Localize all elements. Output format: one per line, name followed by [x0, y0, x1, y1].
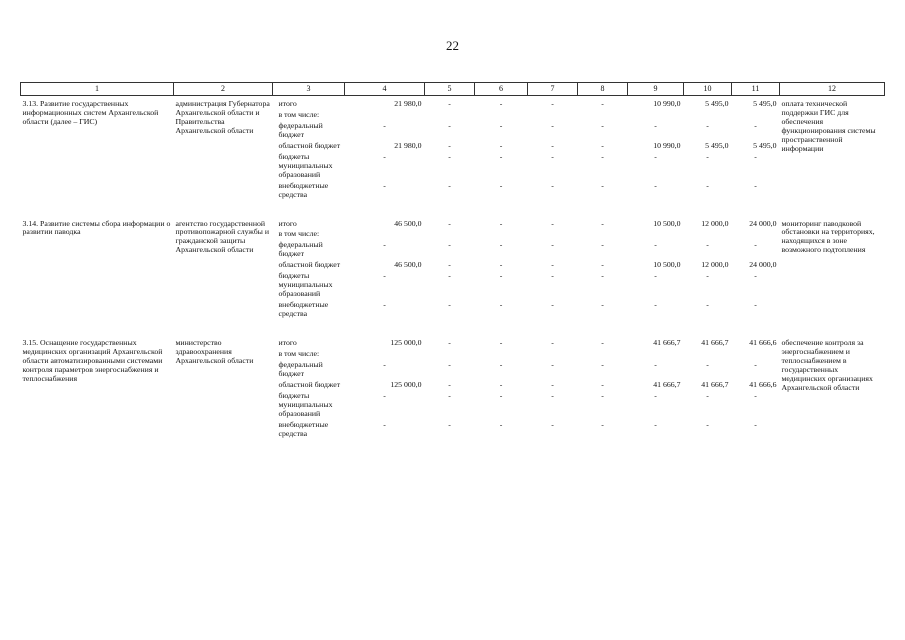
- amount-cell: -: [654, 390, 657, 400]
- amount-cell: -: [383, 300, 386, 310]
- amount-cell: -: [551, 120, 554, 130]
- amount-cell: -: [601, 271, 604, 281]
- funding-source: внебюджетные средства: [278, 419, 329, 438]
- amount-cell: -: [448, 390, 451, 400]
- amount-cell: [475, 109, 528, 120]
- amount-cell: -: [706, 120, 709, 130]
- amount-cell: -: [499, 359, 503, 369]
- amount-cell: -: [551, 260, 554, 270]
- amount-cell: -: [551, 271, 554, 281]
- amount-cell: -: [383, 180, 386, 190]
- amount-cell: [628, 109, 684, 120]
- amount-cell: 41 666,7: [701, 338, 729, 348]
- amount-cell: -: [706, 151, 709, 161]
- amount-cell: -: [706, 419, 709, 429]
- amount-cell: -: [706, 240, 709, 250]
- amount-cell: [425, 348, 475, 359]
- amount-cell: -: [551, 99, 554, 108]
- amount-cell: [732, 109, 780, 120]
- page-number: 22: [446, 38, 459, 53]
- amount-cell: -: [754, 120, 757, 130]
- column-number: 11: [732, 83, 780, 96]
- amount-cell: -: [601, 240, 604, 250]
- amount-cell: -: [499, 379, 503, 389]
- expected-result: обеспечение контроля за энергоснабжением и теплоснабжением в государственных медицинских организациях Архангельской области: [781, 338, 873, 392]
- amount-cell: 41 666,7: [701, 379, 729, 389]
- amount-cell: -: [499, 260, 503, 270]
- amount-cell: [345, 348, 425, 359]
- amount-cell: -: [383, 120, 386, 130]
- amount-cell: -: [551, 300, 554, 310]
- amount-cell: -: [499, 240, 503, 250]
- amount-cell: -: [754, 180, 757, 190]
- column-number: 2: [174, 83, 273, 96]
- amount-cell: -: [754, 271, 757, 281]
- amount-cell: -: [601, 151, 604, 161]
- activity-name: 3.13. Развитие государственных информационных систем Архангельской области (далее – ГИС): [22, 99, 159, 126]
- table-body: [21, 96, 885, 439]
- amount-cell: [732, 348, 780, 359]
- column-number: 4: [345, 83, 425, 96]
- funding-source: итого: [278, 338, 297, 348]
- funding-source: бюджеты муниципальных образований: [278, 390, 333, 418]
- amount-cell: [345, 109, 425, 120]
- amount-cell: -: [499, 180, 503, 190]
- funding-source: итого: [278, 99, 297, 108]
- amount-cell: -: [499, 390, 503, 400]
- amount-cell: -: [448, 300, 451, 310]
- amount-cell: -: [551, 218, 554, 228]
- amount-cell: -: [754, 151, 757, 161]
- amount-cell: -: [601, 379, 604, 389]
- executor-name: администрация Губернатора Архангельской области и Правительства Архангельской области: [175, 99, 270, 135]
- spacer-cell: [21, 200, 885, 216]
- amount-cell: -: [448, 359, 451, 369]
- amount-cell: -: [601, 260, 604, 270]
- amount-cell: -: [706, 390, 709, 400]
- amount-cell: -: [499, 300, 503, 310]
- amount-cell: -: [706, 271, 709, 281]
- funding-source: внебюджетные средства: [278, 180, 329, 199]
- amount-cell: [345, 228, 425, 239]
- funding-source: в том числе:: [278, 109, 320, 119]
- activity-name: 3.15. Оснащение государственных медицинских организаций Архангельской области автоматизированными системами контроля параметров энергоснабжения и теплоснабжения: [22, 338, 163, 383]
- amount-cell: -: [754, 240, 757, 250]
- amount-cell: -: [448, 180, 451, 190]
- amount-cell: -: [754, 300, 757, 310]
- amount-cell: [578, 348, 628, 359]
- column-number: 1: [21, 83, 174, 96]
- amount-cell: -: [654, 151, 657, 161]
- amount-cell: -: [383, 359, 386, 369]
- amount-cell: 24 000,0: [749, 218, 777, 228]
- amount-cell: 24 000,0: [749, 260, 777, 270]
- amount-cell: -: [551, 359, 554, 369]
- amount-cell: -: [551, 338, 554, 348]
- amount-cell: -: [551, 419, 554, 429]
- amount-cell: [528, 109, 578, 120]
- amount-cell: -: [654, 419, 657, 429]
- amount-cell: 12 000,0: [701, 260, 729, 270]
- amount-cell: -: [448, 218, 451, 228]
- funding-source: бюджеты муниципальных образований: [278, 271, 333, 299]
- amount-cell: 10 500,0: [653, 260, 681, 270]
- amount-cell: 21 980,0: [394, 99, 422, 108]
- amount-cell: -: [383, 240, 386, 250]
- amount-cell: [528, 348, 578, 359]
- amount-cell: 46 500,0: [394, 260, 422, 270]
- section-spacer: [21, 319, 885, 335]
- column-number: 12: [780, 83, 885, 96]
- column-number-row: [21, 83, 885, 96]
- table-row: [21, 216, 885, 229]
- amount-cell: 125 000,0: [390, 338, 422, 348]
- amount-cell: 12 000,0: [701, 218, 729, 228]
- amount-cell: -: [706, 300, 709, 310]
- amount-cell: -: [499, 218, 503, 228]
- amount-cell: [528, 228, 578, 239]
- amount-cell: -: [601, 390, 604, 400]
- spacer-cell: [21, 319, 885, 335]
- amount-cell: 10 990,0: [653, 140, 681, 150]
- column-number: 6: [475, 83, 528, 96]
- funding-source: федеральный бюджет: [278, 240, 323, 259]
- amount-cell: -: [654, 120, 657, 130]
- amount-cell: -: [551, 140, 554, 150]
- amount-cell: -: [754, 359, 757, 369]
- funding-source: в том числе:: [278, 229, 320, 239]
- amount-cell: -: [448, 419, 451, 429]
- amount-cell: -: [383, 271, 386, 281]
- amount-cell: -: [499, 99, 503, 108]
- amount-cell: -: [551, 180, 554, 190]
- funding-source: итого: [278, 218, 297, 228]
- amount-cell: 125 000,0: [390, 379, 422, 389]
- column-number: 3: [273, 83, 345, 96]
- amount-cell: [684, 228, 732, 239]
- column-number: 7: [528, 83, 578, 96]
- amount-cell: -: [654, 359, 657, 369]
- amount-cell: -: [706, 359, 709, 369]
- amount-cell: 10 990,0: [653, 99, 681, 108]
- amount-cell: -: [654, 300, 657, 310]
- funding-source: в том числе:: [278, 349, 320, 359]
- expected-result: оплата технической поддержки ГИС для обеспечения функционирования системы пространственной информации: [781, 99, 876, 153]
- amount-cell: -: [601, 140, 604, 150]
- amount-cell: -: [654, 271, 657, 281]
- amount-cell: -: [654, 240, 657, 250]
- amount-cell: [684, 109, 732, 120]
- executor-name: министерство здравоохранения Архангельской области: [175, 338, 254, 365]
- amount-cell: [628, 348, 684, 359]
- amount-cell: -: [448, 140, 451, 150]
- amount-cell: -: [499, 151, 503, 161]
- amount-cell: 10 500,0: [653, 218, 681, 228]
- amount-cell: -: [448, 240, 451, 250]
- amount-cell: [684, 348, 732, 359]
- column-number: 5: [425, 83, 475, 96]
- amount-cell: -: [499, 140, 503, 150]
- table-row: [21, 335, 885, 348]
- amount-cell: -: [601, 99, 604, 108]
- amount-cell: -: [551, 390, 554, 400]
- executor-name: агентство государственной противопожарной службы и гражданской защиты Архангельской области: [175, 218, 270, 255]
- amount-cell: -: [601, 359, 604, 369]
- amount-cell: -: [448, 120, 451, 130]
- amount-cell: -: [448, 99, 451, 108]
- amount-cell: -: [499, 338, 503, 348]
- amount-cell: -: [499, 271, 503, 281]
- funding-source: внебюджетные средства: [278, 300, 329, 319]
- amount-cell: -: [448, 338, 451, 348]
- amount-cell: [732, 228, 780, 239]
- column-number: 10: [684, 83, 732, 96]
- amount-cell: -: [448, 271, 451, 281]
- amount-cell: 5 495,0: [753, 140, 777, 150]
- amount-cell: 41 666,6: [749, 338, 777, 348]
- amount-cell: 21 980,0: [394, 140, 422, 150]
- amount-cell: [578, 109, 628, 120]
- amount-cell: -: [551, 151, 554, 161]
- amount-cell: 41 666,7: [653, 338, 681, 348]
- amount-cell: -: [383, 419, 386, 429]
- amount-cell: -: [448, 151, 451, 161]
- amount-cell: -: [551, 379, 554, 389]
- funding-source: областной бюджет: [278, 260, 341, 270]
- funding-source: областной бюджет: [278, 379, 341, 389]
- amount-cell: 41 666,7: [653, 379, 681, 389]
- expected-result: мониторинг паводковой обстановки на территориях, находящихся в зоне возможного подтопления: [781, 218, 875, 255]
- amount-cell: [425, 228, 475, 239]
- amount-cell: -: [551, 240, 554, 250]
- amount-cell: -: [601, 180, 604, 190]
- amount-cell: -: [448, 260, 451, 270]
- amount-cell: -: [754, 390, 757, 400]
- amount-cell: -: [706, 180, 709, 190]
- amount-cell: 5 495,0: [705, 99, 729, 108]
- funding-source: федеральный бюджет: [278, 359, 323, 378]
- amount-cell: -: [754, 419, 757, 429]
- amount-cell: 46 500,0: [394, 218, 422, 228]
- amount-cell: -: [601, 218, 604, 228]
- amount-cell: [628, 228, 684, 239]
- amount-cell: -: [383, 151, 386, 161]
- amount-cell: -: [601, 300, 604, 310]
- amount-cell: -: [499, 419, 503, 429]
- funding-source: федеральный бюджет: [278, 120, 323, 139]
- amount-cell: -: [601, 419, 604, 429]
- amount-cell: [578, 228, 628, 239]
- amount-cell: [475, 228, 528, 239]
- amount-cell: -: [383, 390, 386, 400]
- amount-cell: -: [448, 379, 451, 389]
- amount-cell: [425, 109, 475, 120]
- table-row: [21, 96, 885, 109]
- funding-source: бюджеты муниципальных образований: [278, 151, 333, 179]
- amount-cell: [475, 348, 528, 359]
- column-number: 9: [628, 83, 684, 96]
- amount-cell: -: [499, 120, 503, 130]
- amount-cell: -: [601, 338, 604, 348]
- amount-cell: -: [601, 120, 604, 130]
- amount-cell: 5 495,0: [753, 99, 777, 108]
- budget-table: [20, 82, 885, 439]
- section-spacer: [21, 200, 885, 216]
- funding-source: областной бюджет: [278, 140, 341, 150]
- amount-cell: 41 666,6: [749, 379, 777, 389]
- activity-name: 3.14. Развитие системы сбора информации о развитии паводка: [22, 218, 171, 237]
- amount-cell: 5 495,0: [705, 140, 729, 150]
- amount-cell: -: [654, 180, 657, 190]
- column-number: 8: [578, 83, 628, 96]
